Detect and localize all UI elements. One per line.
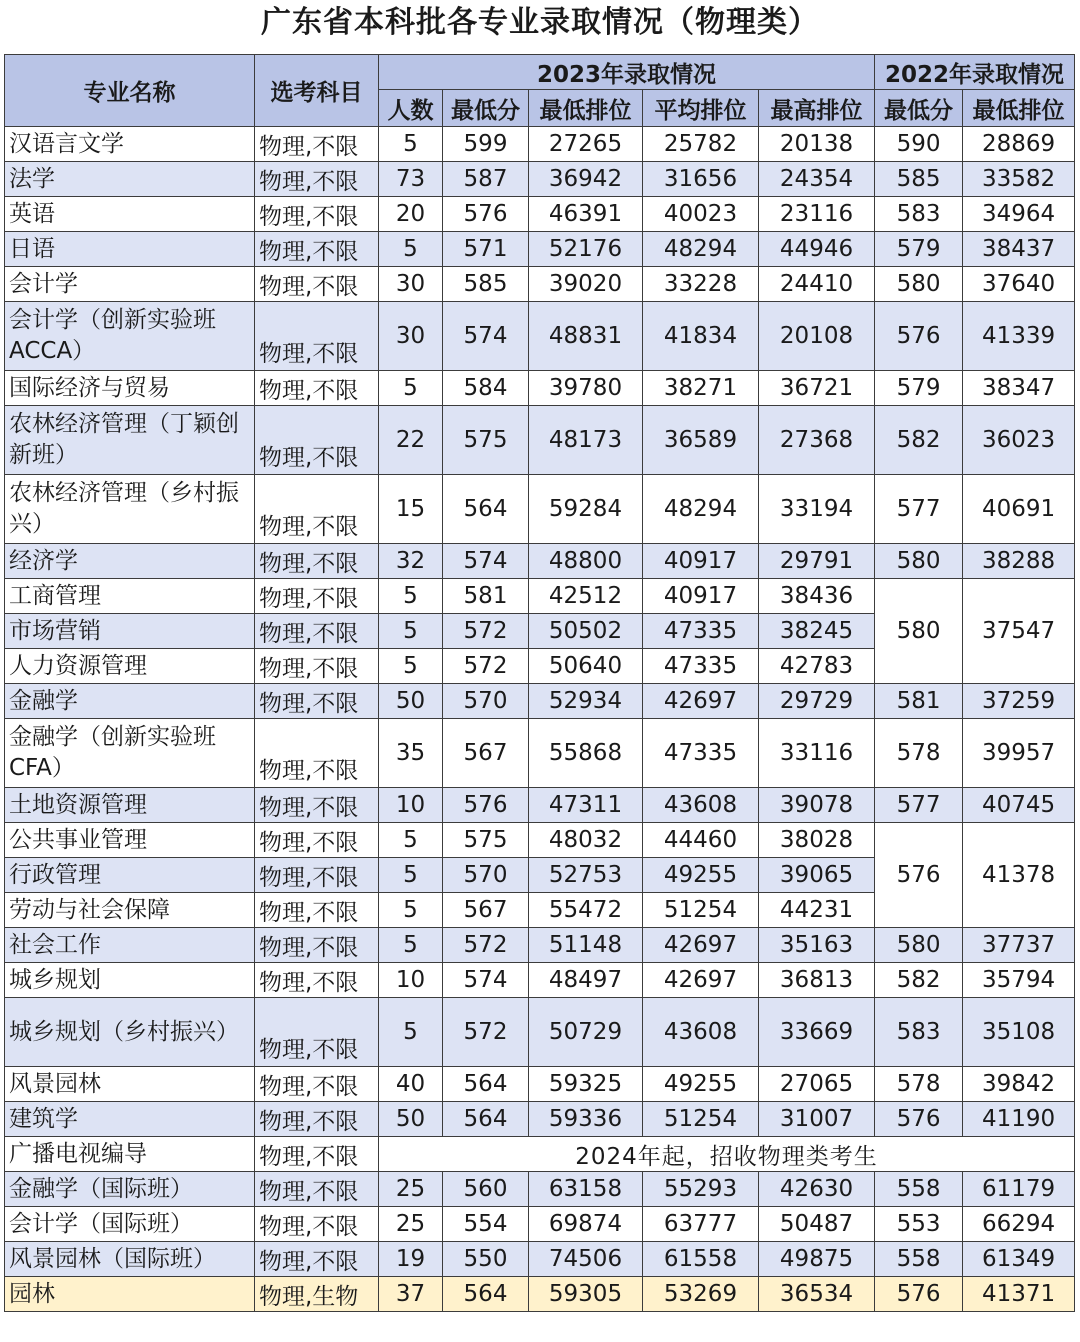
avg-rank-cell: 36589 bbox=[643, 406, 759, 475]
count-cell: 5 bbox=[379, 823, 443, 858]
min-score-cell: 574 bbox=[443, 302, 529, 371]
min-score-cell: 570 bbox=[443, 684, 529, 719]
min-score-2022-cell: 581 bbox=[875, 684, 963, 719]
count-cell: 30 bbox=[379, 267, 443, 302]
major-name: 汉语言文学 bbox=[5, 127, 255, 162]
max-rank-cell: 35163 bbox=[759, 928, 875, 963]
min-score-cell: 567 bbox=[443, 893, 529, 928]
avg-rank-cell: 47335 bbox=[643, 719, 759, 788]
min-score-2022-cell: 577 bbox=[875, 475, 963, 544]
min-rank-2022-cell: 66294 bbox=[963, 1207, 1075, 1242]
elective-subjects: 物理,不限 bbox=[255, 1137, 379, 1172]
min-rank-cell: 36942 bbox=[529, 162, 643, 197]
table-row bbox=[5, 1102, 1075, 1137]
max-rank-cell: 38245 bbox=[759, 614, 875, 649]
avg-rank-cell: 53269 bbox=[643, 1277, 759, 1312]
count-cell: 50 bbox=[379, 684, 443, 719]
elective-subjects: 物理,不限 bbox=[255, 893, 379, 928]
min-score-2022-cell: 583 bbox=[875, 197, 963, 232]
min-rank-cell: 48032 bbox=[529, 823, 643, 858]
max-rank-cell: 42783 bbox=[759, 649, 875, 684]
major-name: 建筑学 bbox=[5, 1102, 255, 1137]
avg-rank-cell: 47335 bbox=[643, 614, 759, 649]
avg-rank-cell: 40023 bbox=[643, 197, 759, 232]
avg-rank-cell: 51254 bbox=[643, 1102, 759, 1137]
min-score-cell: 564 bbox=[443, 1102, 529, 1137]
count-cell: 35 bbox=[379, 719, 443, 788]
min-rank-cell: 47311 bbox=[529, 788, 643, 823]
min-rank-2022-cell: 41378 bbox=[963, 823, 1075, 928]
major-name: 城乡规划 bbox=[5, 963, 255, 998]
min-score-2022-cell: 578 bbox=[875, 719, 963, 788]
min-score-cell: 572 bbox=[443, 998, 529, 1067]
min-score-cell: 599 bbox=[443, 127, 529, 162]
table-row bbox=[5, 579, 1075, 614]
min-score-2022-cell: 578 bbox=[875, 1067, 963, 1102]
min-score-2022-cell: 585 bbox=[875, 162, 963, 197]
count-cell: 5 bbox=[379, 614, 443, 649]
min-rank-2022-cell: 36023 bbox=[963, 406, 1075, 475]
elective-subjects: 物理,生物 bbox=[255, 1277, 379, 1312]
avg-rank-cell: 43608 bbox=[643, 998, 759, 1067]
major-name: 土地资源管理 bbox=[5, 788, 255, 823]
min-rank-2022-cell: 28869 bbox=[963, 127, 1075, 162]
elective-subjects: 物理,不限 bbox=[255, 684, 379, 719]
elective-subjects: 物理,不限 bbox=[255, 788, 379, 823]
table-row bbox=[5, 406, 1075, 475]
min-rank-cell: 48800 bbox=[529, 544, 643, 579]
count-cell: 5 bbox=[379, 371, 443, 406]
min-score-cell: 575 bbox=[443, 406, 529, 475]
avg-rank-cell: 31656 bbox=[643, 162, 759, 197]
avg-rank-cell: 49255 bbox=[643, 1067, 759, 1102]
min-rank-cell: 39020 bbox=[529, 267, 643, 302]
min-rank-2022-cell: 34964 bbox=[963, 197, 1075, 232]
avg-rank-cell: 63777 bbox=[643, 1207, 759, 1242]
min-rank-cell: 52934 bbox=[529, 684, 643, 719]
count-cell: 25 bbox=[379, 1172, 443, 1207]
header-avg-rank: 平均排位 bbox=[643, 90, 759, 127]
max-rank-cell: 23116 bbox=[759, 197, 875, 232]
min-rank-cell: 27265 bbox=[529, 127, 643, 162]
min-rank-2022-cell: 35794 bbox=[963, 963, 1075, 998]
table-row bbox=[5, 1137, 1075, 1172]
min-rank-2022-cell: 35108 bbox=[963, 998, 1075, 1067]
max-rank-cell: 33194 bbox=[759, 475, 875, 544]
elective-subjects: 物理,不限 bbox=[255, 649, 379, 684]
max-rank-cell: 29729 bbox=[759, 684, 875, 719]
min-score-2022-cell: 579 bbox=[875, 371, 963, 406]
elective-subjects: 物理,不限 bbox=[255, 406, 379, 475]
min-rank-2022-cell: 61349 bbox=[963, 1242, 1075, 1277]
avg-rank-cell: 55293 bbox=[643, 1172, 759, 1207]
min-score-cell: 564 bbox=[443, 1277, 529, 1312]
count-cell: 40 bbox=[379, 1067, 443, 1102]
elective-subjects: 物理,不限 bbox=[255, 475, 379, 544]
avg-rank-cell: 47335 bbox=[643, 649, 759, 684]
max-rank-cell: 27368 bbox=[759, 406, 875, 475]
avg-rank-cell: 41834 bbox=[643, 302, 759, 371]
table-row bbox=[5, 127, 1075, 162]
min-rank-cell: 59305 bbox=[529, 1277, 643, 1312]
avg-rank-cell: 25782 bbox=[643, 127, 759, 162]
min-score-2022-cell: 580 bbox=[875, 267, 963, 302]
major-name: 法学 bbox=[5, 162, 255, 197]
count-cell: 25 bbox=[379, 1207, 443, 1242]
table-row bbox=[5, 1172, 1075, 1207]
max-rank-cell: 33116 bbox=[759, 719, 875, 788]
avg-rank-cell: 48294 bbox=[643, 232, 759, 267]
min-score-cell: 572 bbox=[443, 649, 529, 684]
max-rank-cell: 38436 bbox=[759, 579, 875, 614]
min-score-cell: 584 bbox=[443, 371, 529, 406]
count-cell: 15 bbox=[379, 475, 443, 544]
avg-rank-cell: 40917 bbox=[643, 579, 759, 614]
min-score-2022-cell: 583 bbox=[875, 998, 963, 1067]
count-cell: 19 bbox=[379, 1242, 443, 1277]
min-rank-2022-cell: 37737 bbox=[963, 928, 1075, 963]
table-row bbox=[5, 719, 1075, 788]
table-row bbox=[5, 823, 1075, 858]
min-score-2022-cell: 582 bbox=[875, 963, 963, 998]
count-cell: 5 bbox=[379, 579, 443, 614]
min-score-2022-cell: 580 bbox=[875, 928, 963, 963]
count-cell: 5 bbox=[379, 858, 443, 893]
count-cell: 30 bbox=[379, 302, 443, 371]
min-rank-2022-cell: 38288 bbox=[963, 544, 1075, 579]
count-cell: 73 bbox=[379, 162, 443, 197]
min-rank-2022-cell: 37259 bbox=[963, 684, 1075, 719]
min-score-2022-cell: 558 bbox=[875, 1242, 963, 1277]
table-row bbox=[5, 788, 1075, 823]
min-score-cell: 574 bbox=[443, 963, 529, 998]
min-rank-2022-cell: 41371 bbox=[963, 1277, 1075, 1312]
major-name: 园林 bbox=[5, 1277, 255, 1312]
min-score-2022-cell: 576 bbox=[875, 823, 963, 928]
min-rank-cell: 69874 bbox=[529, 1207, 643, 1242]
elective-subjects: 物理,不限 bbox=[255, 963, 379, 998]
min-score-cell: 564 bbox=[443, 1067, 529, 1102]
min-rank-cell: 42512 bbox=[529, 579, 643, 614]
elective-subjects: 物理,不限 bbox=[255, 162, 379, 197]
major-name: 农林经济管理（乡村振兴） bbox=[5, 475, 255, 544]
avg-rank-cell: 42697 bbox=[643, 928, 759, 963]
max-rank-cell: 44946 bbox=[759, 232, 875, 267]
count-cell: 20 bbox=[379, 197, 443, 232]
min-score-2022-cell: 576 bbox=[875, 1102, 963, 1137]
count-cell: 5 bbox=[379, 649, 443, 684]
major-name: 人力资源管理 bbox=[5, 649, 255, 684]
major-name: 金融学 bbox=[5, 684, 255, 719]
count-cell: 22 bbox=[379, 406, 443, 475]
major-name: 会计学 bbox=[5, 267, 255, 302]
elective-subjects: 物理,不限 bbox=[255, 127, 379, 162]
header-min-score: 最低分 bbox=[443, 90, 529, 127]
min-rank-cell: 48173 bbox=[529, 406, 643, 475]
max-rank-cell: 36813 bbox=[759, 963, 875, 998]
elective-subjects: 物理,不限 bbox=[255, 544, 379, 579]
table-row bbox=[5, 1242, 1075, 1277]
max-rank-cell: 29791 bbox=[759, 544, 875, 579]
avg-rank-cell: 42697 bbox=[643, 684, 759, 719]
min-rank-cell: 50502 bbox=[529, 614, 643, 649]
major-name: 日语 bbox=[5, 232, 255, 267]
major-name: 国际经济与贸易 bbox=[5, 371, 255, 406]
avg-rank-cell: 44460 bbox=[643, 823, 759, 858]
major-name: 英语 bbox=[5, 197, 255, 232]
min-score-2022-cell: 553 bbox=[875, 1207, 963, 1242]
elective-subjects: 物理,不限 bbox=[255, 197, 379, 232]
min-score-cell: 550 bbox=[443, 1242, 529, 1277]
min-rank-2022-cell: 38437 bbox=[963, 232, 1075, 267]
major-name: 农林经济管理（丁颖创新班） bbox=[5, 406, 255, 475]
max-rank-cell: 20108 bbox=[759, 302, 875, 371]
avg-rank-cell: 51254 bbox=[643, 893, 759, 928]
table-row bbox=[5, 197, 1075, 232]
elective-subjects: 物理,不限 bbox=[255, 1242, 379, 1277]
min-rank-cell: 48497 bbox=[529, 963, 643, 998]
count-cell: 32 bbox=[379, 544, 443, 579]
min-score-cell: 564 bbox=[443, 475, 529, 544]
table-row bbox=[5, 475, 1075, 544]
min-score-cell: 585 bbox=[443, 267, 529, 302]
min-rank-cell: 46391 bbox=[529, 197, 643, 232]
header-min-rank-2022: 最低排位 bbox=[963, 90, 1075, 127]
min-rank-2022-cell: 61179 bbox=[963, 1172, 1075, 1207]
max-rank-cell: 20138 bbox=[759, 127, 875, 162]
min-rank-cell: 52176 bbox=[529, 232, 643, 267]
min-rank-cell: 52753 bbox=[529, 858, 643, 893]
page-title: 广东省本科批各专业录取情况（物理类） bbox=[261, 5, 819, 40]
major-name: 金融学（国际班） bbox=[5, 1172, 255, 1207]
min-score-cell: 574 bbox=[443, 544, 529, 579]
max-rank-cell: 36534 bbox=[759, 1277, 875, 1312]
min-score-cell: 572 bbox=[443, 928, 529, 963]
count-cell: 10 bbox=[379, 788, 443, 823]
major-name: 市场营销 bbox=[5, 614, 255, 649]
min-score-cell: 560 bbox=[443, 1172, 529, 1207]
max-rank-cell: 27065 bbox=[759, 1067, 875, 1102]
elective-subjects: 物理,不限 bbox=[255, 1102, 379, 1137]
max-rank-cell: 24410 bbox=[759, 267, 875, 302]
max-rank-cell: 50487 bbox=[759, 1207, 875, 1242]
avg-rank-cell: 33228 bbox=[643, 267, 759, 302]
table-row bbox=[5, 302, 1075, 371]
max-rank-cell: 39065 bbox=[759, 858, 875, 893]
avg-rank-cell: 48294 bbox=[643, 475, 759, 544]
min-rank-cell: 74506 bbox=[529, 1242, 643, 1277]
header-min-score-2022: 最低分 bbox=[875, 90, 963, 127]
min-rank-2022-cell: 39957 bbox=[963, 719, 1075, 788]
max-rank-cell: 38028 bbox=[759, 823, 875, 858]
min-rank-2022-cell: 40691 bbox=[963, 475, 1075, 544]
major-name: 城乡规划（乡村振兴） bbox=[5, 998, 255, 1067]
max-rank-cell: 39078 bbox=[759, 788, 875, 823]
header-subject: 选考科目 bbox=[255, 55, 379, 127]
elective-subjects: 物理,不限 bbox=[255, 719, 379, 788]
header-major: 专业名称 bbox=[5, 55, 255, 127]
table-row bbox=[5, 1277, 1075, 1312]
major-name: 社会工作 bbox=[5, 928, 255, 963]
major-name: 公共事业管理 bbox=[5, 823, 255, 858]
min-rank-cell: 48831 bbox=[529, 302, 643, 371]
table-row bbox=[5, 544, 1075, 579]
admission-note: 2024年起，招收物理类考生 bbox=[379, 1137, 1075, 1172]
admission-table bbox=[4, 54, 1075, 1312]
elective-subjects: 物理,不限 bbox=[255, 267, 379, 302]
header-2023: 2023年录取情况 bbox=[379, 55, 875, 90]
min-score-2022-cell: 579 bbox=[875, 232, 963, 267]
min-rank-cell: 50640 bbox=[529, 649, 643, 684]
count-cell: 5 bbox=[379, 998, 443, 1067]
min-rank-2022-cell: 38347 bbox=[963, 371, 1075, 406]
table-row bbox=[5, 267, 1075, 302]
major-name: 广播电视编导 bbox=[5, 1137, 255, 1172]
min-rank-cell: 59325 bbox=[529, 1067, 643, 1102]
header-max-rank: 最高排位 bbox=[759, 90, 875, 127]
min-score-2022-cell: 577 bbox=[875, 788, 963, 823]
count-cell: 10 bbox=[379, 963, 443, 998]
major-name: 工商管理 bbox=[5, 579, 255, 614]
elective-subjects: 物理,不限 bbox=[255, 302, 379, 371]
max-rank-cell: 42630 bbox=[759, 1172, 875, 1207]
max-rank-cell: 24354 bbox=[759, 162, 875, 197]
avg-rank-cell: 43608 bbox=[643, 788, 759, 823]
avg-rank-cell: 38271 bbox=[643, 371, 759, 406]
min-score-2022-cell: 576 bbox=[875, 1277, 963, 1312]
min-score-2022-cell: 582 bbox=[875, 406, 963, 475]
max-rank-cell: 44231 bbox=[759, 893, 875, 928]
major-name: 行政管理 bbox=[5, 858, 255, 893]
min-rank-2022-cell: 37640 bbox=[963, 267, 1075, 302]
table-row bbox=[5, 371, 1075, 406]
min-score-2022-cell: 590 bbox=[875, 127, 963, 162]
min-rank-cell: 59284 bbox=[529, 475, 643, 544]
min-score-2022-cell: 576 bbox=[875, 302, 963, 371]
major-name: 会计学（国际班） bbox=[5, 1207, 255, 1242]
max-rank-cell: 31007 bbox=[759, 1102, 875, 1137]
elective-subjects: 物理,不限 bbox=[255, 1067, 379, 1102]
avg-rank-cell: 49255 bbox=[643, 858, 759, 893]
count-cell: 5 bbox=[379, 893, 443, 928]
elective-subjects: 物理,不限 bbox=[255, 823, 379, 858]
min-score-cell: 587 bbox=[443, 162, 529, 197]
elective-subjects: 物理,不限 bbox=[255, 858, 379, 893]
min-score-cell: 554 bbox=[443, 1207, 529, 1242]
min-score-2022-cell: 580 bbox=[875, 544, 963, 579]
major-name: 经济学 bbox=[5, 544, 255, 579]
header-2022: 2022年录取情况 bbox=[875, 55, 1075, 90]
min-rank-2022-cell: 41339 bbox=[963, 302, 1075, 371]
major-name: 金融学（创新实验班CFA） bbox=[5, 719, 255, 788]
table-row bbox=[5, 963, 1075, 998]
table-row bbox=[5, 232, 1075, 267]
min-rank-2022-cell: 37547 bbox=[963, 579, 1075, 684]
min-rank-cell: 63158 bbox=[529, 1172, 643, 1207]
elective-subjects: 物理,不限 bbox=[255, 371, 379, 406]
min-score-2022-cell: 580 bbox=[875, 579, 963, 684]
max-rank-cell: 49875 bbox=[759, 1242, 875, 1277]
min-rank-cell: 59336 bbox=[529, 1102, 643, 1137]
count-cell: 37 bbox=[379, 1277, 443, 1312]
min-score-cell: 575 bbox=[443, 823, 529, 858]
min-rank-cell: 39780 bbox=[529, 371, 643, 406]
max-rank-cell: 36721 bbox=[759, 371, 875, 406]
min-rank-cell: 55868 bbox=[529, 719, 643, 788]
count-cell: 5 bbox=[379, 232, 443, 267]
table-row bbox=[5, 1207, 1075, 1242]
elective-subjects: 物理,不限 bbox=[255, 232, 379, 267]
elective-subjects: 物理,不限 bbox=[255, 1207, 379, 1242]
min-score-cell: 570 bbox=[443, 858, 529, 893]
min-score-2022-cell: 558 bbox=[875, 1172, 963, 1207]
count-cell: 5 bbox=[379, 928, 443, 963]
major-name: 风景园林（国际班） bbox=[5, 1242, 255, 1277]
elective-subjects: 物理,不限 bbox=[255, 614, 379, 649]
min-score-cell: 576 bbox=[443, 197, 529, 232]
min-rank-cell: 50729 bbox=[529, 998, 643, 1067]
min-rank-2022-cell: 40745 bbox=[963, 788, 1075, 823]
min-rank-2022-cell: 41190 bbox=[963, 1102, 1075, 1137]
min-score-cell: 567 bbox=[443, 719, 529, 788]
min-rank-cell: 55472 bbox=[529, 893, 643, 928]
min-score-cell: 571 bbox=[443, 232, 529, 267]
min-score-cell: 581 bbox=[443, 579, 529, 614]
min-score-cell: 572 bbox=[443, 614, 529, 649]
min-rank-cell: 51148 bbox=[529, 928, 643, 963]
avg-rank-cell: 42697 bbox=[643, 963, 759, 998]
elective-subjects: 物理,不限 bbox=[255, 998, 379, 1067]
table-row bbox=[5, 1067, 1075, 1102]
major-name: 劳动与社会保障 bbox=[5, 893, 255, 928]
avg-rank-cell: 61558 bbox=[643, 1242, 759, 1277]
count-cell: 5 bbox=[379, 127, 443, 162]
table-row bbox=[5, 928, 1075, 963]
header-min-rank: 最低排位 bbox=[529, 90, 643, 127]
elective-subjects: 物理,不限 bbox=[255, 928, 379, 963]
header-count: 人数 bbox=[379, 90, 443, 127]
min-score-cell: 576 bbox=[443, 788, 529, 823]
table-body bbox=[5, 127, 1075, 1312]
elective-subjects: 物理,不限 bbox=[255, 1172, 379, 1207]
table-row bbox=[5, 998, 1075, 1067]
major-name: 风景园林 bbox=[5, 1067, 255, 1102]
count-cell: 50 bbox=[379, 1102, 443, 1137]
table-row bbox=[5, 162, 1075, 197]
major-name: 会计学（创新实验班ACCA） bbox=[5, 302, 255, 371]
table-row bbox=[5, 684, 1075, 719]
min-rank-2022-cell: 39842 bbox=[963, 1067, 1075, 1102]
elective-subjects: 物理,不限 bbox=[255, 579, 379, 614]
min-rank-2022-cell: 33582 bbox=[963, 162, 1075, 197]
avg-rank-cell: 40917 bbox=[643, 544, 759, 579]
max-rank-cell: 33669 bbox=[759, 998, 875, 1067]
